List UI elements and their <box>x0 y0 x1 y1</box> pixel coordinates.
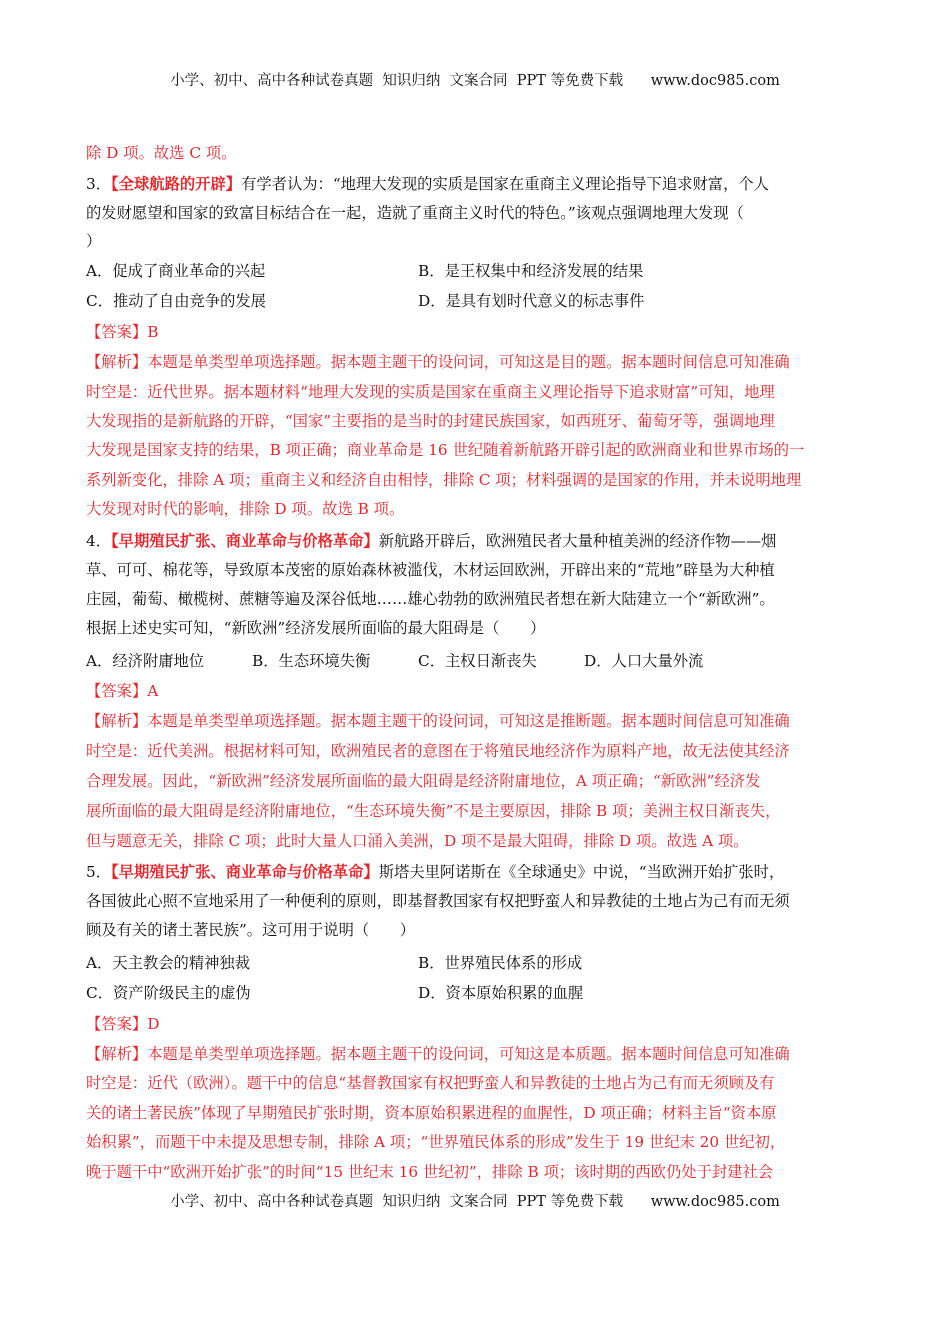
analysis-line: 【解析】本题是单类型单项选择题。据本题主题干的设问词，可知这是本质题。据本题时间信息可知准确 <box>86 1045 790 1063</box>
analysis-line: 大发现对时代的影响，排除 D 项。故选 B 项。 <box>86 500 405 518</box>
page-footer: 小学、初中、高中各种试卷真题 知识归纳 文案合同 PPT 等免费下载 www.doc985.com <box>170 1194 780 1210</box>
answer-option: C．推动了自由竞争的发展 <box>86 292 266 310</box>
answer-option: D．人口大量外流 <box>584 652 704 670</box>
question-topic-tag: 【全球航路的开辟】 <box>111 175 242 193</box>
question-stem <box>86 862 784 882</box>
question-stem-line: 各国彼此心照不宣地采用了一种便利的原则，即基督教国家有权把野蛮人和异教徒的土地占为己有而无须 <box>86 892 790 910</box>
answer-option: A．天主教会的精神独裁 <box>86 954 251 972</box>
question-stem <box>86 174 769 194</box>
question-stem-text: 斯塔夫里阿诺斯在《全球通史》中说，“当欧洲开始扩张时， <box>378 863 785 881</box>
question-stem-line: 顾及有关的诸土著民族”。这可用于说明（ ） <box>86 921 416 939</box>
answer-option: B．世界殖民体系的形成 <box>418 954 583 972</box>
analysis-line: 【解析】本题是单类型单项选择题。据本题主题干的设问词，可知这是目的题。据本题时间信息可知准确 <box>86 353 790 371</box>
analysis-line: 展所面临的最大阻碍是经济附庸地位，“生态环境失衡”不是主要原因，排除 B 项；美洲主权日渐丧失， <box>86 802 781 820</box>
answer-key: 【答案】A <box>86 682 159 700</box>
answer-option: A．促成了商业革命的兴起 <box>86 262 266 280</box>
question-number: 3． <box>86 175 112 193</box>
answer-option: B．是王权集中和经济发展的结果 <box>418 262 644 280</box>
analysis-line: 晚于题干中“欧洲开始扩张”的时间“15 世纪末 16 世纪初”，排除 B 项；该时期的西欧仍处于封建社会 <box>86 1163 774 1181</box>
question-topic-tag: 【早期殖民扩张、商业革命与价格革命】 <box>111 532 379 550</box>
analysis-line: 系列新变化，排除 A 项；重商主义和经济自由相悖，排除 C 项；材料强调的是国家的作用，并未说明地理 <box>86 471 802 489</box>
question-stem-line: ） <box>86 232 102 250</box>
question-stem <box>86 531 776 551</box>
question-stem-line: 的发财愿望和国家的致富目标结合在一起，造就了重商主义时代的特色。”该观点强调地理大发现（ <box>86 204 744 222</box>
analysis-line: 时空是：近代美洲。根据材料可知，欧洲殖民者的意图在于将殖民地经济作为原料产地，故无法使其经济 <box>86 742 790 760</box>
question-number: 5． <box>86 863 112 881</box>
analysis-line: 关的诸土著民族”体现了早期殖民扩张时期，资本原始积累进程的血腥性，D 项正确；材料主旨“资本原 <box>86 1104 777 1122</box>
answer-key: 【答案】B <box>86 323 159 341</box>
analysis-line: 合理发展。因此，“新欧洲”经济发展所面临的最大阻碍是经济附庸地位，A 项正确；“新欧洲”经济发 <box>86 772 761 790</box>
analysis-line: 时空是：近代（欧洲）。题干中的信息“基督教国家有权把野蛮人和异教徒的土地占为己有而无须顾及有 <box>86 1074 775 1092</box>
answer-option: A．经济附庸地位 <box>86 652 205 670</box>
analysis-line: 但与题意无关，排除 C 项；此时大量人口涌入美洲，D 项不是最大阻碍，排除 D 项。故选 A 项。 <box>86 832 749 850</box>
question-topic-tag: 【早期殖民扩张、商业革命与价格革命】 <box>111 863 379 881</box>
answer-option: B．生态环境失衡 <box>252 652 371 670</box>
analysis-line: 大发现指的是新航路的开辟，“国家”主要指的是当时的封建民族国家，如西班牙、葡萄牙等，强调地理 <box>86 412 775 430</box>
page-header: 小学、初中、高中各种试卷真题 知识归纳 文案合同 PPT 等免费下载 www.doc985.com <box>170 73 780 89</box>
question-stem-text: 新航路开辟后，欧洲殖民者大量种植美洲的经济作物——烟 <box>378 532 777 550</box>
question-number: 4． <box>86 532 112 550</box>
answer-option: C．资产阶级民主的虚伪 <box>86 984 251 1002</box>
answer-option: D．是具有划时代意义的标志事件 <box>418 292 645 310</box>
answer-option: C．主权日渐丧失 <box>418 652 537 670</box>
analysis-line: 大发现是国家支持的结果，B 项正确；商业革命是 16 世纪随着新航路开辟引起的欧洲商业和世界市场的一 <box>86 441 805 459</box>
question-stem-line: 庄园，葡萄、橄榄树、蔗糖等遍及深谷低地……雄心勃勃的欧洲殖民者想在新大陆建立一个“新欧洲”。 <box>86 590 775 608</box>
previous-analysis-tail: 除 D 项。故选 C 项。 <box>86 144 237 162</box>
answer-key: 【答案】D <box>86 1015 160 1033</box>
question-stem-text: 有学者认为：“地理大发现的实质是国家在重商主义理论指导下追求财富，个人 <box>241 175 769 193</box>
answer-option: D．资本原始积累的血腥 <box>418 984 584 1002</box>
analysis-line: 时空是：近代世界。据本题材料“地理大发现的实质是国家在重商主义理论指导下追求财富”可知，地理 <box>86 383 775 401</box>
analysis-line: 【解析】本题是单类型单项选择题。据本题主题干的设问词，可知这是推断题。据本题时间信息可知准确 <box>86 712 790 730</box>
question-stem-line: 根据上述史实可知，“新欧洲”经济发展所面临的最大阻碍是（ ） <box>86 619 546 637</box>
question-stem-line: 草、可可、棉花等，导致原本茂密的原始森林被滥伐，木材运回欧洲，开辟出来的“荒地”辟垦为大种植 <box>86 561 775 579</box>
analysis-line: 始积累”，而题干中未提及思想专制，排除 A 项；“世界殖民体系的形成”发生于 19 世纪末 20 世纪初， <box>86 1133 786 1151</box>
